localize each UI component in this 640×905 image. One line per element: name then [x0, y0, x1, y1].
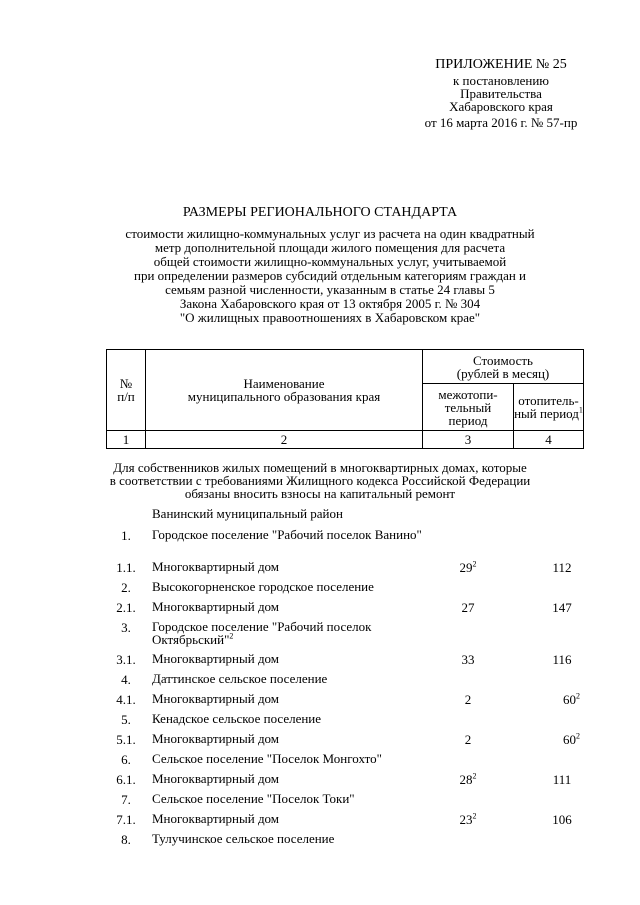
row-name: Высокогорненское городское поселение	[152, 579, 374, 594]
row-name: Тулучинское сельское поселение	[152, 831, 335, 846]
row-number: 4.	[121, 672, 131, 687]
col-number-cell: 1	[107, 431, 146, 449]
row-name: Городское поселение "Рабочий поселок Ванино"	[152, 527, 422, 542]
header-text: тельный	[444, 399, 492, 415]
row-interheating-value: 33	[461, 652, 475, 667]
header-text: Наименование	[243, 376, 325, 391]
header-text: (рублей в месяц)	[456, 365, 550, 381]
row-name: Даттинское сельское поселение	[152, 671, 328, 686]
footnote-mark: 2	[472, 771, 477, 781]
row-number: 6.	[121, 752, 131, 767]
col-name-header	[146, 350, 423, 431]
subtitle-line: стоимости жилищно-коммунальных услуг из расчета на один квадратный	[125, 226, 535, 241]
appendix-line: Правительства	[460, 86, 542, 101]
note-line: Для собственников жилых помещений в многоквартирных домах, которые	[113, 460, 527, 475]
appendix-number: ПРИЛОЖЕНИЕ № 25	[435, 57, 567, 72]
row-number: 7.1.	[116, 812, 136, 827]
row-interheating-value: 27	[461, 600, 475, 615]
footnote-mark: 2	[576, 731, 580, 741]
col-cost-header	[423, 350, 584, 384]
row-number: 1.1.	[116, 560, 136, 575]
row-number: 3.1.	[116, 652, 136, 667]
row-interheating-value: 2	[464, 732, 472, 747]
row-heating-value: 147	[552, 600, 572, 615]
row-interheating-value: $29^2$	[459, 559, 477, 575]
header-text: ный период	[514, 406, 579, 421]
footnote-mark: 2	[576, 691, 580, 701]
header-text: период	[448, 412, 488, 428]
note-line: обязаны вносить взносы на капитальный ремонт	[184, 486, 456, 501]
row-name: Многоквартирный дом	[152, 559, 280, 574]
row-number: 1.	[121, 528, 131, 543]
header-text: муниципального образования края	[187, 389, 381, 404]
row-number: 7.	[121, 792, 131, 807]
row-number: 2.	[121, 580, 131, 595]
subtitle-line: семьям разной численности, указанным в статье 24 главы 5	[165, 282, 495, 297]
section-note	[100, 461, 540, 500]
row-number: 4.1.	[116, 692, 136, 707]
row-number: 3.	[121, 620, 131, 635]
row-heating-value: $60^2$	[563, 691, 580, 707]
row-heating-value: 112	[552, 560, 572, 575]
col-number-cell: 4	[514, 431, 584, 449]
appendix-line: Хабаровского края	[449, 99, 553, 114]
col-number-cell: 3	[423, 431, 514, 449]
document-subtitle	[95, 227, 565, 325]
row-heating-value: 116	[552, 652, 572, 667]
header-text: Стоимость	[473, 352, 533, 368]
row-name: Многоквартирный дом	[152, 771, 280, 786]
row-number: 8.	[121, 832, 131, 847]
header-text: отопитель-	[518, 393, 579, 408]
subtitle-line: метр дополнительной площади жилого помещения для расчета	[154, 240, 506, 255]
row-name: Многоквартирный дом	[152, 651, 280, 666]
row-name: Многоквартирный дом	[152, 811, 280, 826]
appendix-block	[396, 58, 606, 129]
header-text: межотопи-	[438, 386, 498, 402]
document-title: РАЗМЕРЫ РЕГИОНАЛЬНОГО СТАНДАРТА	[182, 205, 458, 220]
row-name: Сельское поселение "Поселок Монгохто"	[152, 751, 382, 766]
row-heating-value: 106	[552, 812, 572, 827]
row-name: Многоквартирный дом	[152, 731, 280, 746]
district-heading: Ванинский муниципальный район	[152, 506, 343, 521]
row-name: Многоквартирный дом	[152, 691, 280, 706]
footnote-mark: 2	[472, 559, 477, 569]
footnote-mark: 2	[472, 811, 477, 821]
row-number: 5.	[121, 712, 131, 727]
header-text: п/п	[117, 389, 135, 404]
row-name: Городское поселение "Рабочий поселок Октябрьский"$^2$	[152, 619, 372, 647]
row-interheating-value: 2	[464, 692, 472, 707]
row-heating-value: $60^2$	[563, 731, 580, 747]
col-number-cell: 2	[146, 431, 423, 449]
header-text	[514, 407, 583, 420]
footnote-mark: 2	[229, 631, 234, 641]
row-name: Кенадское сельское поселение	[152, 711, 322, 726]
footnote-mark: 1	[578, 405, 583, 415]
table-header	[106, 349, 584, 449]
appendix-date: от 16 марта 2016 г. № 57-пр	[424, 115, 578, 130]
col-heating-header	[514, 384, 584, 431]
header-text: №	[119, 376, 133, 391]
subtitle-line: "О жилищных правоотношениях в Хабаровском крае"	[179, 310, 481, 325]
row-name: Многоквартирный дом	[152, 599, 280, 614]
note-line: в соответствии с требованиями Жилищного кодекса Российской Федерации	[109, 473, 531, 488]
row-number: 5.1.	[116, 732, 136, 747]
col-interheating-header	[423, 384, 514, 431]
row-name: Сельское поселение "Поселок Токи"	[152, 791, 355, 806]
row-interheating-value: $28^2$	[459, 771, 477, 787]
appendix-line: к постановлению	[452, 73, 550, 88]
subtitle-line: общей стоимости жилищно-коммунальных услуг, учитываемой	[153, 254, 507, 269]
subtitle-line: Закона Хабаровского края от 13 октября 2005 г. № 304	[179, 296, 481, 311]
row-heating-value: 111	[552, 772, 572, 787]
row-number: 6.1.	[116, 772, 136, 787]
col-num-header	[107, 350, 146, 431]
row-number: 2.1.	[116, 600, 136, 615]
row-interheating-value: $23^2$	[459, 811, 477, 827]
subtitle-line: при определении размеров субсидий отдельным категориям граждан и	[134, 268, 526, 283]
